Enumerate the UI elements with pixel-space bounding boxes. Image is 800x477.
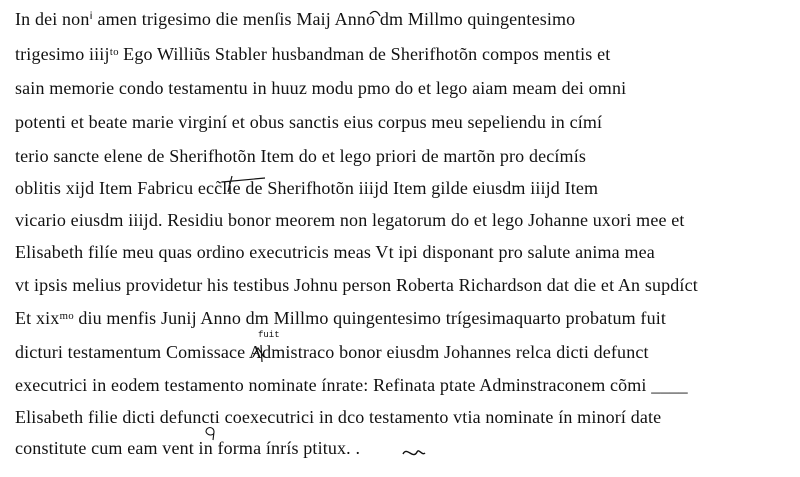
text-line-12: executrici in eodem testamento nominate ínrate: Refinata ptate Adminstraconem cõmi ____ (15, 375, 688, 395)
text-line-13: Elisabeth filie dicti defuncti coexecutrici in dco testamento vtia nominate ín minorí date (15, 407, 662, 427)
text-line-10: Et xixᵐᵒ diu menfis Junij Anno dm Millmo quingentesimo trígesimaquarto probatum fuit (15, 308, 667, 328)
handwritten-squiggle-mark (403, 451, 425, 455)
text-line-5: terio sancte elene de Sherifhotõn Item do et lego priori de martõn pro decímís (15, 146, 587, 166)
text-line-9: vt ipsis melius providetur his testibus Johnu person Roberta Richardson dat die et An supdíct (15, 275, 698, 295)
text-line-11: dicturi testamentum Comissace Admistraco bonor eiusdm Johannes relca dicti defunct (15, 342, 649, 362)
text-line-1: In dei nonⁱ amen trigesimo die menſis Maij Anno dm Millmo quingentesimo (15, 9, 576, 29)
text-line-2: trigesimo iiijᵗᵒ Ego Williũs Stabler husbandman de Sherifhotõn compos mentis et (15, 44, 611, 64)
text-line-7: vicario eiusdm iiijd. Residiu bonor meorem non legatorum do et lego Johanne uxori mee et (15, 210, 685, 230)
text-line-14: constitute cum eam vent in forma ínrís ptitux. . (15, 438, 361, 458)
insertion-note: fuit (258, 330, 280, 340)
text-line-8: Elisabeth filíe meu quas ordino executricis meas Vt ipi disponant pro salute anima mea (15, 242, 655, 262)
text-line-4: potenti et beate marie virginí et obus sanctis eius corpus meu sepeliendu in címí (15, 112, 603, 132)
text-line-3: sain memorie condo testamentu in huuz modu pmo do et lego aiam meam dei omni (15, 78, 627, 98)
text-line-6: oblitis xijd Item Fabricu ecc̃lie de Sherifhotõn iiijd Item gilde eiusdm iiijd Item (15, 178, 599, 198)
